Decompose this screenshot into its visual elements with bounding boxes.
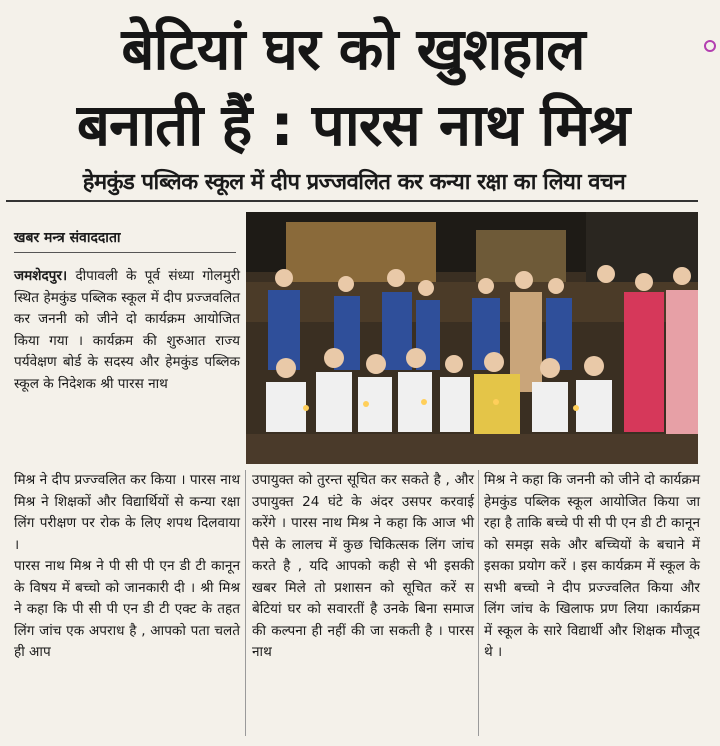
column-divider — [245, 470, 246, 736]
article-text: मिश्र ने कहा कि जननी को जीने दो कार्यक्रम हेमकुंड पब्लिक स्कूल आयोजित किया जा रहा है ताकि बच्चे पी सी पी एन डी टी कानून को समझ सके और बच्चियों के बचाने में इसका प्रयोग करें । इस कार्यक्रम में स्कूल के सभी बच्चो ने दीप प्रज्ज्वलित किया और लिंग जांच के खिलाफ प्रण लिया ।कार्यक्रम में स्कूल के सारे विद्यार्थी और शिक्षक मौजूद थे । — [484, 472, 700, 660]
article-text: उपायुक्त को तुरन्त सूचित कर सकते है , और उपायुक्त 24 घंटे के अंदर उसपर करवाई करेंगे । पारस नाथ मिश्र ने कहा कि आज भी पैसे के लालच में कुछ चिकित्सक लिंग जांच करते है , यदि आपको कही से भी इसकी खबर मिले तो प्रशासन को सूचित करें स बेटियां घर को सवारतीं है उनके बिना समाज की कल्पना ही नहीं की जा सकती है । पारस नाथ — [252, 472, 474, 660]
article-column-1-bottom — [14, 470, 240, 664]
article-column-3 — [484, 470, 700, 664]
article-column-1-top — [14, 266, 240, 395]
byline-rule — [14, 252, 236, 253]
group-photo — [246, 212, 698, 464]
article-column-2 — [252, 470, 474, 664]
article-text: दीपावली के पूर्व संध्या गोलमुरी स्थित हेमकुंड पब्लिक स्कूल में दीप प्रज्जवलित कर जननी को जीने दो कार्यक्रम आयोजित किया गया । कार्यक्रम की शुरुआत राज्य पर्यवेक्षण बोर्ड के सदस्य और हेमकुंड पब्लिक स्कूल के निदेशक श्री पारस नाथ — [14, 268, 240, 392]
headline-line-1: बेटियां घर को खुशहाल — [121, 15, 585, 83]
article-text: पारस नाथ मिश्र ने पी सी पी एन डी टी कानून के विषय में बच्चो को जानकारी दी । श्री मिश्र ने कहा कि पी सी पी एन डी टी एक्ट के तहत लिंग जांच एक अपराध है , आपको पता चलते ही आप — [14, 558, 240, 660]
column-divider — [478, 470, 479, 736]
article-text: मिश्र ने दीप प्रज्ज्वलित कर किया । पारस नाथ मिश्र ने शिक्षकों और विद्यार्थियों से कन्या रक्षा लिंग परीक्षण पर रोक के लिए शपथ दिलवाया । — [14, 472, 240, 553]
byline: खबर मन्त्र संवाददाता — [14, 230, 121, 246]
dateline-place: जमशेदपुर। — [14, 268, 68, 284]
subheadline: हेमकुंड पब्लिक स्कूल में दीप प्रज्जवलित कर कन्या रक्षा का लिया वचन — [82, 170, 626, 195]
subheadline-rule — [6, 200, 698, 202]
margin-mark-icon — [704, 40, 716, 52]
headline-line-2: बनाती हैं : पारस नाथ मिश्र — [76, 91, 630, 159]
group-photo-icon — [246, 212, 698, 464]
